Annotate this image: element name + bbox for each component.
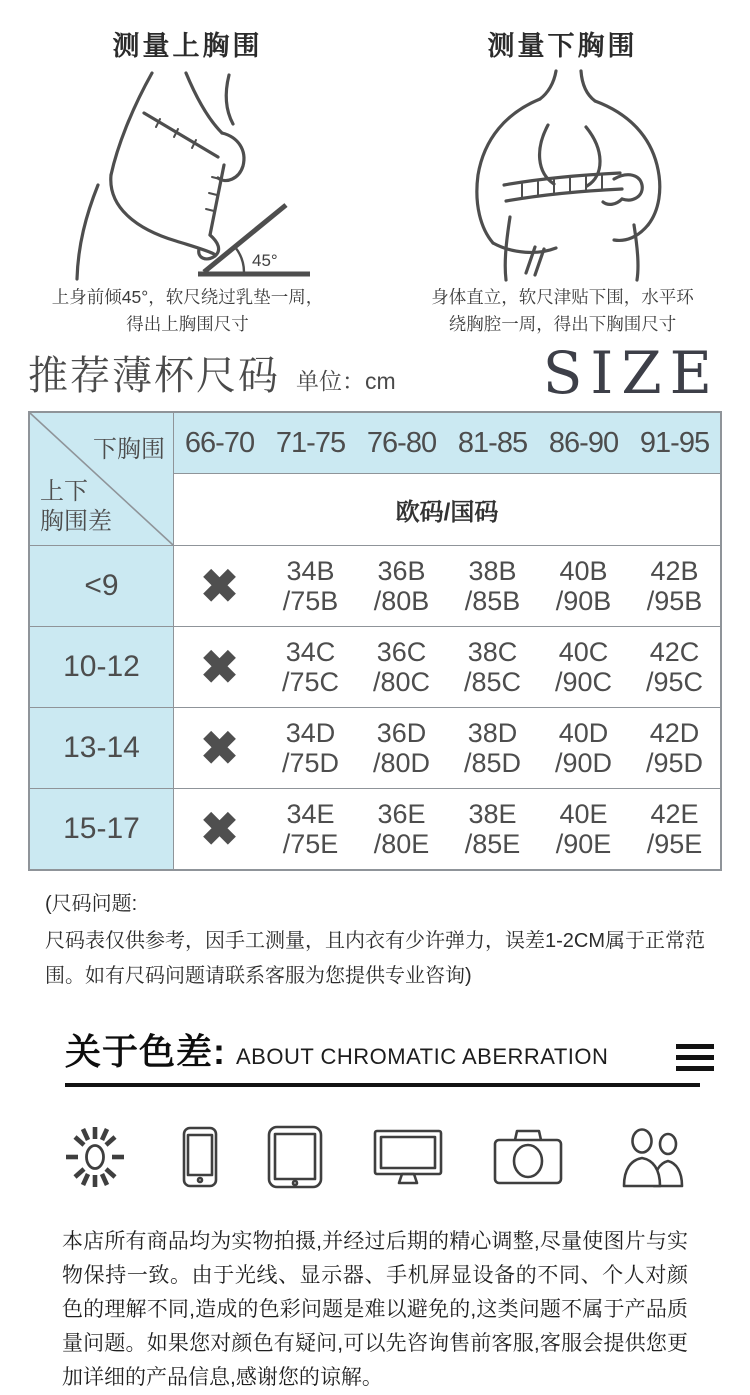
measure-lower-caption: 身体直立，软尺津贴下围，水平环 绕胸腔一周，得出下胸围尺寸 bbox=[431, 287, 694, 335]
size-cell: 42D /95D bbox=[629, 707, 720, 788]
size-cell: 34E /75E bbox=[265, 788, 356, 869]
column-header: 66-70 bbox=[174, 413, 265, 473]
monitor-icon bbox=[373, 1127, 443, 1187]
size-cell: 36B /80B bbox=[356, 545, 447, 626]
size-cell: 38D /85D bbox=[447, 707, 538, 788]
aberration-title-cn: 关于色差: bbox=[65, 1031, 226, 1073]
table-corner-cell bbox=[30, 413, 174, 545]
people-icon bbox=[614, 1126, 692, 1188]
row-label: 13-14 bbox=[30, 707, 174, 788]
angle-45-label: 45° bbox=[251, 251, 278, 270]
sun-icon bbox=[58, 1124, 132, 1190]
size-watermark-text: SIZE bbox=[542, 339, 720, 408]
column-header: 86-90 bbox=[538, 413, 629, 473]
size-cell: 40B /90B bbox=[538, 545, 629, 626]
na-cross-mark: ✖ bbox=[174, 707, 265, 788]
size-cell: 36E /80E bbox=[356, 788, 447, 869]
camera-icon bbox=[492, 1128, 564, 1186]
corner-label-underbust: 下胸围 bbox=[93, 436, 165, 464]
column-header: 76-80 bbox=[356, 413, 447, 473]
size-notes-intro: (尺码问题: bbox=[45, 893, 138, 916]
size-cell: 36C /80C bbox=[356, 626, 447, 707]
measure-upper-caption: 上身前倾45°，软尺绕过乳垫一周， 得出上胸围尺寸 bbox=[51, 287, 324, 335]
column-header: 71-75 bbox=[265, 413, 356, 473]
size-cell: 38B /85B bbox=[447, 545, 538, 626]
table-subheader: 欧码/国码 bbox=[174, 473, 720, 545]
size-cell: 42B /95B bbox=[629, 545, 720, 626]
size-unit-label: 单位：cm bbox=[296, 368, 396, 395]
size-section-header bbox=[28, 339, 722, 408]
measure-upper-bust bbox=[0, 16, 375, 338]
measure-lower-title: 测量下胸围 bbox=[487, 31, 638, 61]
size-cell: 34D /75D bbox=[265, 707, 356, 788]
size-cell: 38E /85E bbox=[447, 788, 538, 869]
na-cross-mark: ✖ bbox=[174, 626, 265, 707]
corner-label-difference: 上下 胸围差 bbox=[40, 478, 112, 536]
size-cell: 42E /95E bbox=[629, 788, 720, 869]
tablet-icon bbox=[267, 1125, 323, 1189]
measure-guide-section bbox=[0, 0, 750, 338]
size-cell: 38C /85C bbox=[447, 626, 538, 707]
size-table bbox=[28, 411, 722, 871]
aberration-header bbox=[65, 1024, 700, 1087]
size-notes-body: 尺码表仅供参考，因手工测量，且内衣有少许弹力，误差1-2CM属于正常范围。如有尺码问题请联系客服为您提供专业咨询) bbox=[45, 930, 706, 988]
lower-bust-illustration-drawing bbox=[438, 67, 688, 282]
aberration-title-en: ABOUT CHROMATIC ABERRATION bbox=[236, 1044, 609, 1070]
measure-upper-title: 测量上胸围 bbox=[112, 31, 263, 61]
upper-bust-illustration-drawing bbox=[48, 67, 328, 282]
size-cell: 42C /95C bbox=[629, 626, 720, 707]
row-label: <9 bbox=[30, 545, 174, 626]
size-cell: 40C /90C bbox=[538, 626, 629, 707]
size-cell: 40E /90E bbox=[538, 788, 629, 869]
size-notes bbox=[45, 887, 705, 994]
size-cell: 34B /75B bbox=[265, 545, 356, 626]
row-label: 15-17 bbox=[30, 788, 174, 869]
column-header: 81-85 bbox=[447, 413, 538, 473]
phone-icon bbox=[182, 1126, 218, 1188]
column-header: 91-95 bbox=[629, 413, 720, 473]
row-label: 10-12 bbox=[30, 626, 174, 707]
measure-lower-bust bbox=[375, 16, 750, 338]
size-cell: 40D /90D bbox=[538, 707, 629, 788]
size-chart-title: 推荐薄杯尺码 bbox=[28, 354, 280, 399]
na-cross-mark: ✖ bbox=[174, 788, 265, 869]
triple-bars-icon bbox=[676, 1044, 714, 1071]
size-cell: 34C /75C bbox=[265, 626, 356, 707]
na-cross-mark: ✖ bbox=[174, 545, 265, 626]
aberration-paragraph: 本店所有商品均为实物拍摄,并经过后期的精心调整,尽量使图片与实物保持一致。由于光线、显示器、手机屏显设备的不同、个人对颜色的理解不同,造成的色彩问题是难以避免的,这类问题不属于产品质量问题。如果您对颜色有疑问,可以先咨询售前客服,客服会提供您更加详细的产品信息,感谢您的谅解。 bbox=[62, 1230, 688, 1390]
aberration-icon-row bbox=[58, 1115, 692, 1199]
size-cell: 36D /80D bbox=[356, 707, 447, 788]
